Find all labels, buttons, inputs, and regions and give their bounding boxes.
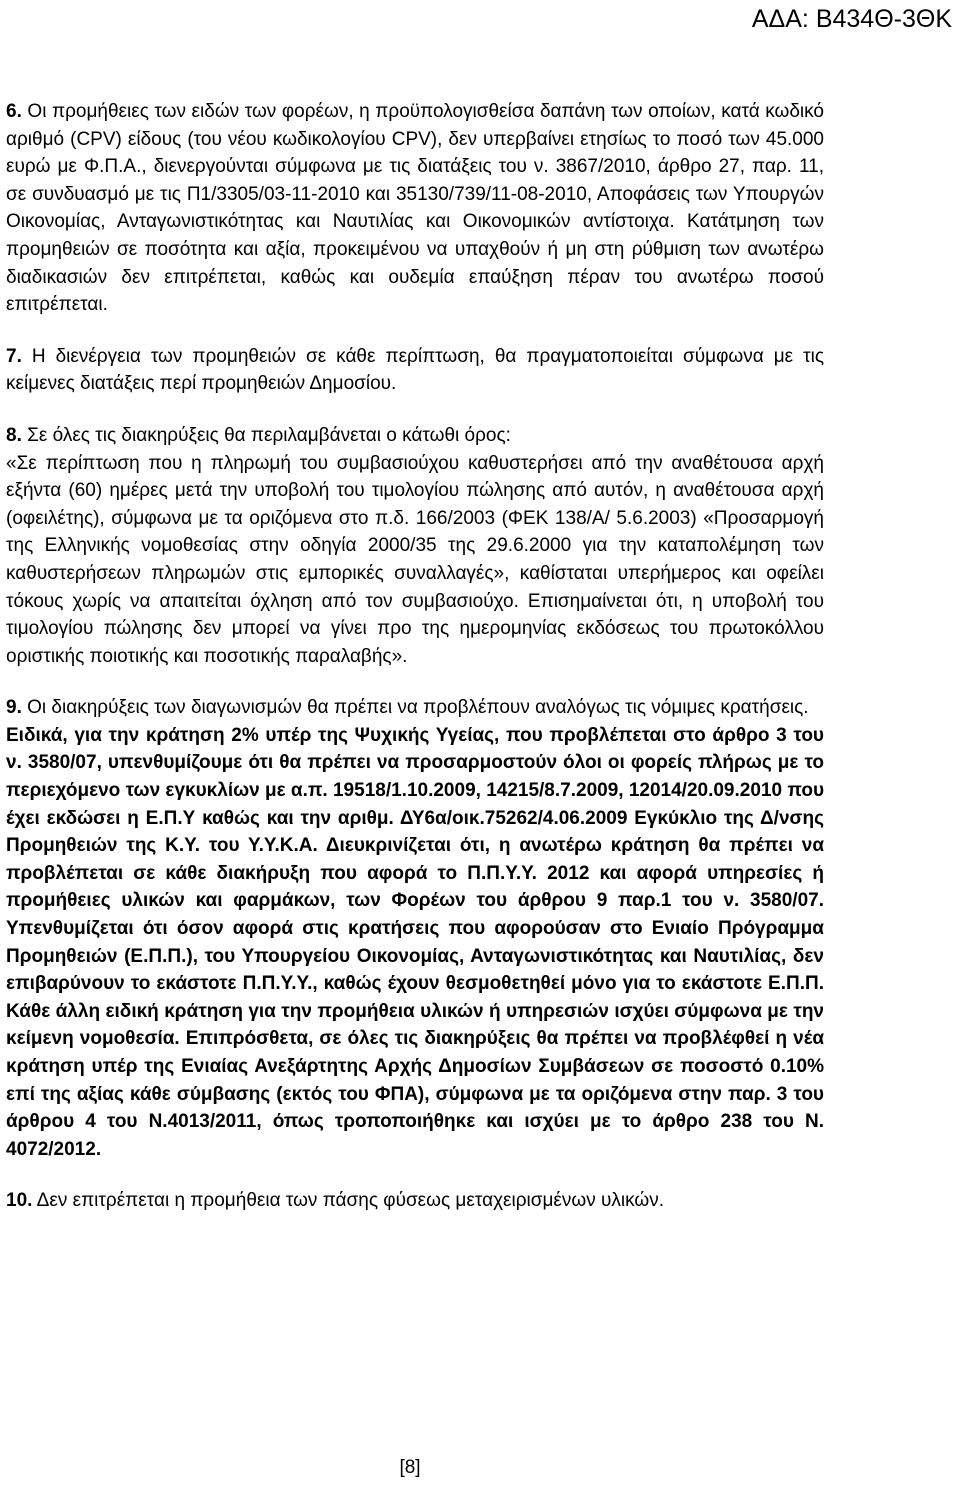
- document-body: [6, 98, 824, 1215]
- item-text: Οι προμήθειες των ειδών των φορέων, η προϋπολογισθείσα δαπάνη των οποίων, κατά κωδικό αριθμό (CPV) είδους (του νέου κωδικολογίου CPV), δεν υπερβαίνει ετησίως το ποσό των 45.000 ευρώ με Φ.Π.Α., διενεργούνται σύμφωνα με τις διατάξεις του ν. 3867/2010, άρθρο 27, παρ. 11, σε συνδυασμό με τις Π1/3305/03-11-2010 και 35130/739/11-08-2010, Αποφάσεις των Υπουργών Οικονομίας, Ανταγωνιστικότητας και Ναυτιλίας και Οικονομικών αντίστοιχα. Κατάτμηση των προμηθειών σε ποσότητα και αξία, προκειμένου να υπαχθούν ή μη στη ρύθμιση των ανωτέρω διαδικασιών δεν επιτρέπεται, καθώς και ουδεμία επαύξηση πέραν του ανωτέρω ποσού επιτρέπεται.: [6, 101, 824, 316]
- item-8: [6, 422, 824, 450]
- page-number: [8]: [399, 1457, 421, 1478]
- item-10: [6, 1187, 824, 1215]
- item-text: Η διενέργεια των προμηθειών σε κάθε περίπτωση, θα πραγματοποιείται σύμφωνα με τις κείμενες διατάξεις περί προμηθειών Δημοσίου.: [6, 345, 825, 395]
- item-text: Σε όλες τις διακηρύξεις θα περιλαμβάνεται ο κάτωθι όρος:: [27, 424, 511, 446]
- document-code: ΑΔΑ: Β434Θ-3ΘΚ: [751, 5, 952, 33]
- item-number: 8.: [6, 424, 22, 446]
- item-number: 6.: [6, 101, 22, 122]
- item-number: 7.: [6, 345, 22, 367]
- item-6: [6, 98, 824, 319]
- item-text: Δεν επιτρέπεται η προμήθεια των πάσης φύσεως μεταχειρισμένων υλικών.: [36, 1190, 665, 1212]
- item-8-quote: «Σε περίπτωση που η πληρωμή του συμβασιούχου καθυστερήσει από την αναθέτουσα αρχή εξήντα (60) ημέρες μετά την υποβολή του τιμολογίου πώλησης από αυτόν, η αναθέτουσα αρχή (οφειλέτης), σύμφωνα με τα οριζόμενα στο π.δ. 166/2003 (ΦΕΚ 138/Α/ 5.6.2003) «Προσαρμογή της Ελληνικής νομοθεσίας στην οδηγία 2000/35 της 29.6.2000 για την καταπολέμηση των καθυστερήσεων πληρωμών στις εμπορικές συναλλαγές», καθίσταται υπερήμερος και οφείλει τόκους χωρίς να απαιτείται όχληση από τον συμβασιούχο. Επισημαίνεται ότι, η υποβολή του τιμολογίου πώλησης δεν μπορεί να γίνει προ της ημερομηνίας εκδόσεως του πρωτοκόλλου οριστικής ποιοτικής και ποσοτικής παραλαβής».: [6, 452, 824, 667]
- item-number: 9.: [6, 697, 22, 719]
- item-number: 10.: [6, 1190, 33, 1212]
- item-text: Οι διακηρύξεις των διαγωνισμών θα πρέπει να προβλέπουν αναλόγως τις νόμιμες κρατήσεις.: [27, 697, 809, 719]
- item-7: [6, 343, 824, 398]
- item-9: [6, 694, 824, 722]
- item-9-bold-text: Ειδικά, για την κράτηση 2% υπέρ της Ψυχικής Υγείας, που προβλέπεται στο άρθρο 3 του ν. 3580/07, υπενθυμίζουμε ότι θα πρέπει να προσαρμοστούν όλοι οι φορείς πλήρως με το περιεχόμενο των εγκυκλίων με α.π. 19518/1.10.2009, 14215/8.7.2009, 12014/20.09.2010 που έχει εκδώσει η Ε.Π.Υ καθώς και την αριθμ. ΔΥ6α/οικ.75262/4.06.2009 Εγκύκλιο της Δ/νσης Προμηθειών της Κ.Υ. του Υ.Υ.Κ.Α. Διευκρινίζεται ότι, η ανωτέρω κράτηση θα πρέπει να προβλέπεται σε κάθε διακήρυξη που αφορά το Π.Π.Υ.Υ. 2012 και αφορά υπηρεσίες ή προμήθειες υλικών και φαρμάκων, των Φορέων του άρθρου 9 παρ.1 του ν. 3580/07. Υπενθυμίζεται ότι όσον αφορά στις κρατήσεις που αφορούσαν στο Ενιαίο Πρόγραμμα Προμηθειών (Ε.Π.Π.), του Υπουργείου Οικονομίας, Ανταγωνιστικότητας και Ναυτιλίας, δεν επιβαρύνουν το εκάστοτε Π.Π.Υ.Υ., καθώς έχουν θεσμοθετηθεί μόνο για το εκάστοτε Ε.Π.Π. Κάθε άλλη ειδική κράτηση για την προμήθεια υλικών ή υπηρεσιών ισχύει σύμφωνα με την κείμενη νομοθεσία. Επιπρόσθετα, σε όλες τις διακηρύξεις θα πρέπει να προβλέφθεί η νέα κράτηση υπέρ της Ενιαίας Ανεξάρτητης Αρχής Δημοσίων Συμβάσεων σε ποσοστό 0.10% επί της αξίας κάθε σύμβασης (εκτός του ΦΠΑ), σύμφωνα με τα οριζόμενα στην παρ. 3 του άρθρου 4 του Ν.4013/2011, όπως τροποποιήθηκε και ισχύει με το άρθρο 238 του Ν. 4072/2012.: [6, 724, 824, 1160]
